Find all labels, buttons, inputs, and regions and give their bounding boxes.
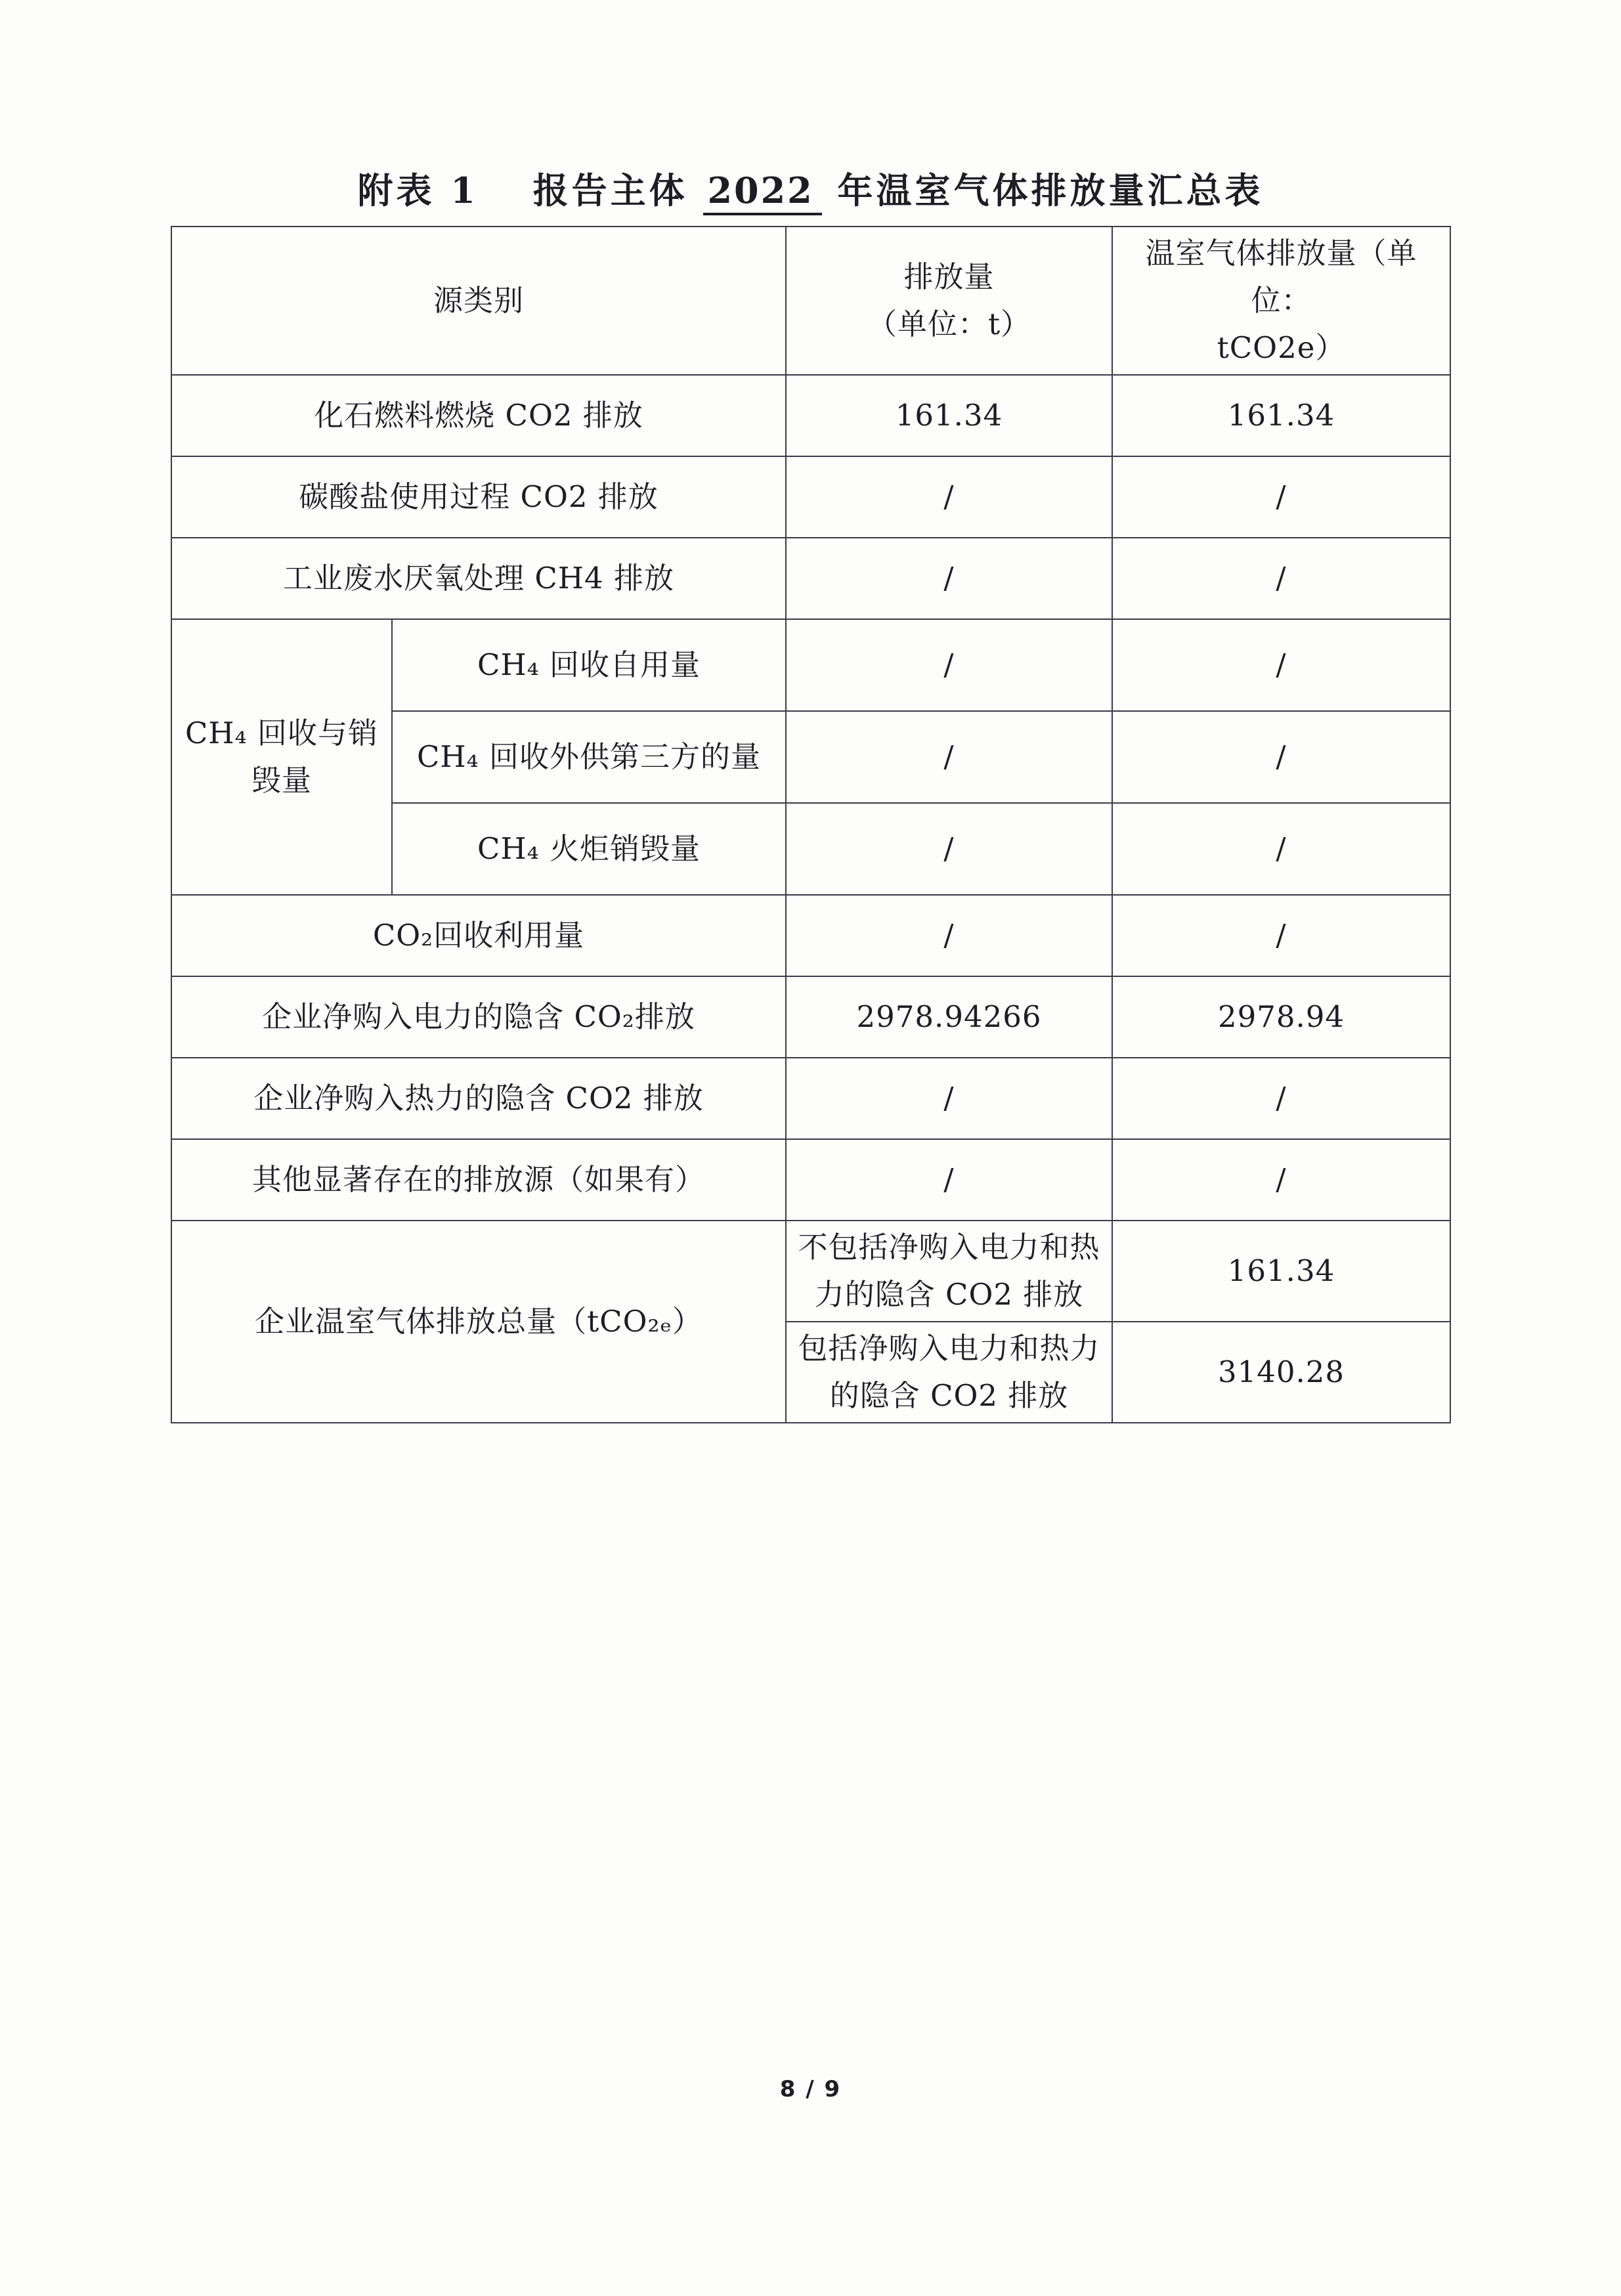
row-label-cell: CH₄ 火炬销毁量: [392, 803, 786, 895]
row-label-cell: 企业净购入热力的隐含 CO2 排放: [171, 1058, 786, 1139]
table-row: [171, 1058, 1450, 1139]
table-row: [171, 538, 1450, 619]
row-label-cell: CH₄ 回收自用量: [392, 619, 786, 711]
header-emission-amount: [786, 227, 1112, 375]
total-group-label-cell: 企业温室气体排放总量（tCO₂ₑ）: [171, 1221, 786, 1423]
title-prefix: 附表 1 报告主体: [357, 169, 704, 211]
header-source-category: 源类别: [171, 227, 786, 375]
row-label-cell: 企业净购入电力的隐含 CO₂排放: [171, 976, 786, 1058]
emission-value-cell: /: [786, 1058, 1112, 1139]
ghg-value-cell: /: [1112, 619, 1450, 711]
ghg-value-cell: 161.34: [1112, 1221, 1450, 1322]
page-title: [0, 163, 1621, 213]
row-label-cell: CH₄ 回收外供第三方的量: [392, 711, 786, 803]
ghg-value-cell: 3140.28: [1112, 1322, 1450, 1423]
table-header-row: [171, 227, 1450, 375]
ghg-value-cell: 161.34: [1112, 375, 1450, 456]
emission-value-cell: 2978.94266: [786, 976, 1112, 1058]
emission-value-cell: /: [786, 456, 1112, 538]
ghg-value-cell: /: [1112, 803, 1450, 895]
ghg-value-cell: /: [1112, 538, 1450, 619]
header-emission-line1: 排放量: [903, 259, 995, 294]
ghg-value-cell: /: [1112, 895, 1450, 976]
page-number: 8 / 9: [779, 2076, 842, 2102]
row-label-cell: 碳酸盐使用过程 CO2 排放: [171, 456, 786, 538]
table-row: [171, 619, 1450, 711]
total-scope-label-cell: 包括净购入电力和热力的隐含 CO2 排放: [786, 1322, 1112, 1423]
header-ghg-line1: 温室气体排放量（单位：: [1145, 236, 1417, 318]
table-row: [171, 1221, 1450, 1322]
emission-value-cell: /: [786, 619, 1112, 711]
title-year-underlined: 2022: [703, 169, 821, 215]
row-label-cell: CO₂回收利用量: [171, 895, 786, 976]
ghg-value-cell: 2978.94: [1112, 976, 1450, 1058]
header-emission-line2: （单位：t）: [867, 307, 1031, 341]
emission-value-cell: /: [786, 1139, 1112, 1221]
emission-value-cell: /: [786, 538, 1112, 619]
emission-value-cell: 161.34: [786, 375, 1112, 456]
row-label-cell: 工业废水厌氧处理 CH4 排放: [171, 538, 786, 619]
ghg-value-cell: /: [1112, 456, 1450, 538]
ghg-value-cell: /: [1112, 711, 1450, 803]
table-row: [171, 1139, 1450, 1221]
row-label-cell: 化石燃料燃烧 CO2 排放: [171, 375, 786, 456]
ch4-group-label-cell: CH₄ 回收与销毁量: [171, 619, 392, 895]
emission-value-cell: /: [786, 711, 1112, 803]
table-row: [171, 456, 1450, 538]
table-row: [171, 375, 1450, 456]
ghg-value-cell: /: [1112, 1058, 1450, 1139]
emission-value-cell: /: [786, 895, 1112, 976]
table-row: [171, 976, 1450, 1058]
header-ghg-amount: [1112, 227, 1450, 375]
row-label-cell: 其他显著存在的排放源（如果有）: [171, 1139, 786, 1221]
header-ghg-line2: tCO2e）: [1217, 330, 1346, 365]
ghg-value-cell: /: [1112, 1139, 1450, 1221]
total-scope-label-cell: 不包括净购入电力和热力的隐含 CO2 排放: [786, 1221, 1112, 1322]
emissions-summary-table: [171, 226, 1451, 1423]
emission-value-cell: /: [786, 803, 1112, 895]
table-row: [171, 895, 1450, 976]
title-suffix: 年温室气体排放量汇总表: [821, 169, 1264, 211]
